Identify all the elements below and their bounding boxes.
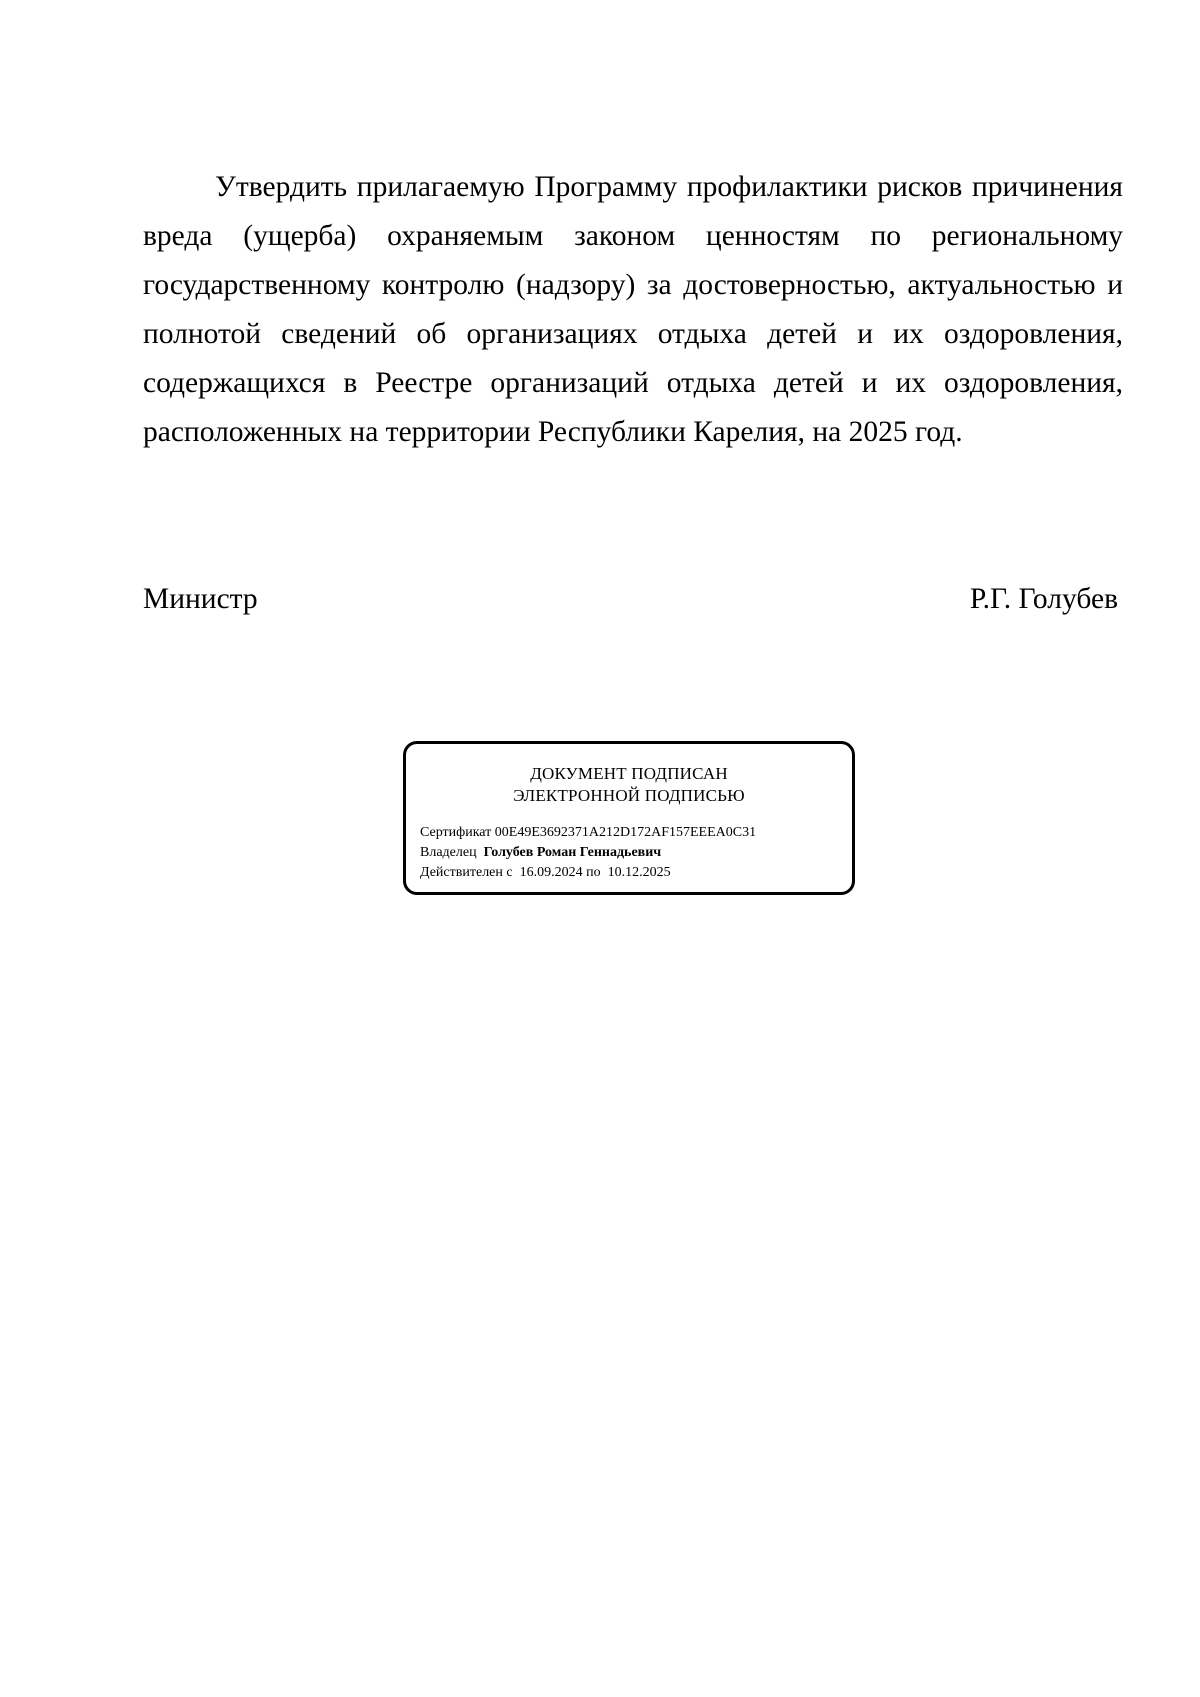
valid-label: Действителен с — [420, 865, 513, 880]
valid-from: 16.09.2024 — [519, 865, 583, 880]
valid-to-label: по — [586, 865, 601, 880]
certificate-label: Сертификат — [420, 825, 492, 840]
stamp-validity-line — [420, 863, 850, 883]
owner-label: Владелец — [420, 845, 477, 860]
signatory-name: Р.Г. Голубев — [969, 583, 1118, 615]
stamp-title — [406, 763, 852, 807]
certificate-value: 00E49E3692371A212D172AF157EEEA0C31 — [494, 825, 757, 840]
owner-value: Голубев Роман Геннадьевич — [483, 845, 662, 860]
stamp-title-line-1: ДОКУМЕНТ ПОДПИСАН — [530, 764, 728, 783]
signatory-position: Министр — [143, 583, 258, 615]
stamp-details — [420, 823, 850, 883]
electronic-signature-stamp — [403, 741, 855, 895]
resolution-paragraph: Утвердить прилагаемую Программу профилактики рисков причинения вреда (ущерба) охраняемым законом ценностям по региональному государственному контролю (надзору) за достоверностью, актуальностью и полнотой сведений об организациях отдыха детей и их оздоровления, содержащихся в Реестре организаций отдыха детей и их оздоровления, расположенных на территории Республики Карелия, на 2025 год. — [143, 171, 1123, 448]
signature-block — [143, 579, 1118, 619]
stamp-owner-line — [420, 843, 850, 863]
valid-to: 10.12.2025 — [607, 865, 671, 880]
stamp-certificate-line — [420, 823, 850, 843]
stamp-title-line-2: ЭЛЕКТРОННОЙ ПОДПИСЬЮ — [513, 786, 745, 805]
